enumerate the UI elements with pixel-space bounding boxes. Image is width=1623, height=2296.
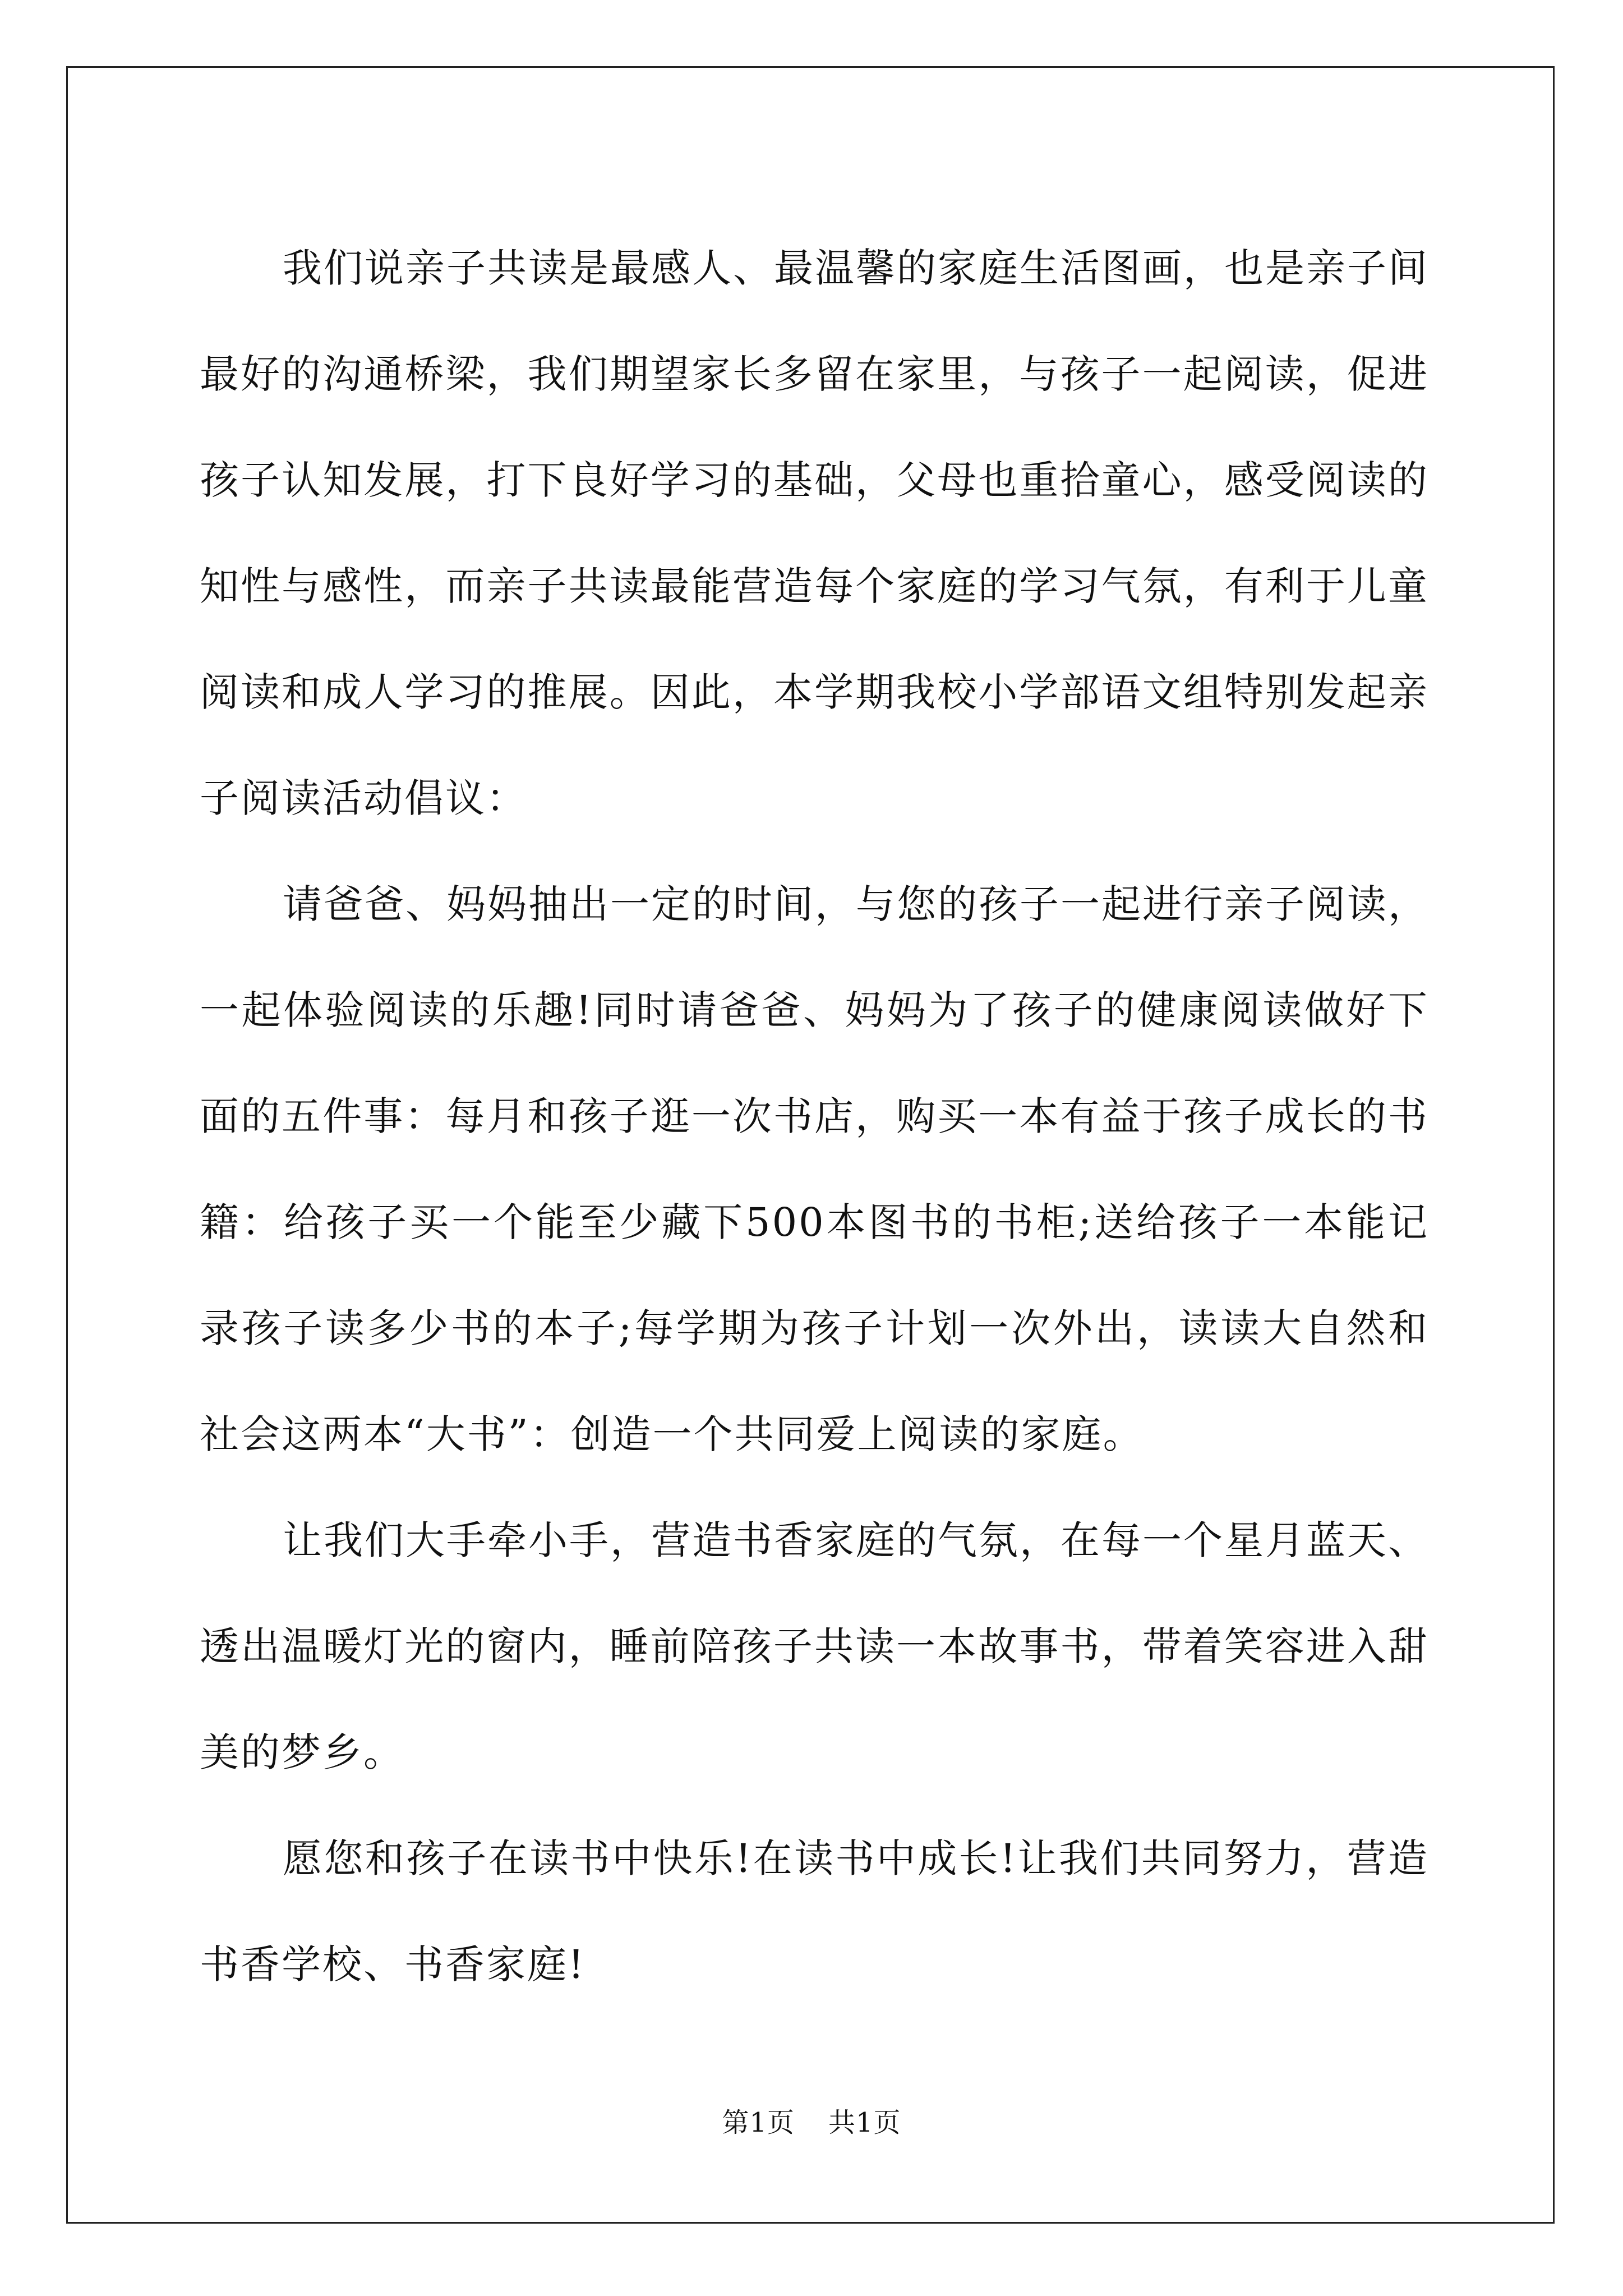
paragraph-4: 愿您和孩子在读书中快乐!在读书中成长!让我们共同努力，营造书香学校、书香家庭! [200,1835,1429,1987]
paragraph-3: 让我们大手牵小手，营造书香家庭的气氛，在每一个星月蓝天、透出温暖灯光的窗内，睡前陪孩子共读一本故事书，带着笑容进入甜美的梦乡。 [200,1517,1429,1775]
paragraph-2: 请爸爸、妈妈抽出一定的时间，与您的孩子一起进行亲子阅读，一起体验阅读的乐趣!同时请爸爸、妈妈为了孩子的健康阅读做好下面的五件事：每月和孩子逛一次书店，购买一本有益于孩子成长的书籍：给孩子买一个能至少藏下500本图书的书柜;送给孩子一本能记录孩子读多少书的本子;每学期为孩子计划一次外出，读读大自然和社会这两本“大书”：创造一个共同爱上阅读的家庭。 [200,881,1429,1457]
document-body [200,215,1429,2018]
page-number-current: 第1页 [722,2107,795,2138]
page-number-total: 共1页 [828,2107,901,2138]
paragraph-1: 我们说亲子共读是最感人、最温馨的家庭生活图画，也是亲子间最好的沟通桥梁，我们期望家长多留在家里，与孩子一起阅读，促进孩子认知发展，打下良好学习的基础，父母也重拾童心，感受阅读的知性与感性，而亲子共读最能营造每个家庭的学习气氛，有利于儿童阅读和成人学习的推展。因此，本学期我校小学部语文组特别发起亲子阅读活动倡议： [200,245,1429,821]
page-footer [0,2106,1623,2139]
